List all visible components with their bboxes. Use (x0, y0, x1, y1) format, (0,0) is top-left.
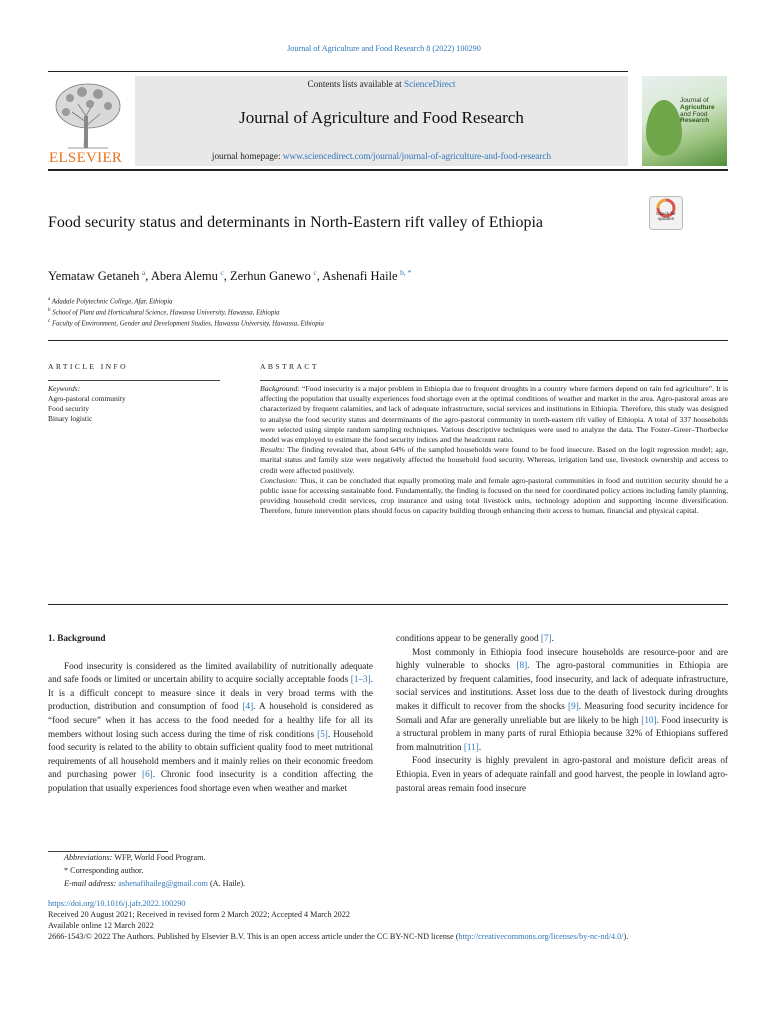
abstract-heading: ABSTRACT (260, 362, 319, 371)
body-text: . Food insecurity is a structural problem in many parts of rural Ethiopia because 32% of Ethiopians suffered from malnutrition (396, 714, 729, 752)
contents-line (135, 79, 628, 89)
sciencedirect-link[interactable]: ScienceDirect (403, 79, 456, 89)
journal-title: Journal of Agriculture and Food Research (239, 108, 524, 127)
header-rule (48, 71, 628, 72)
license-link[interactable]: http://creativecommons.org/licenses/by-nc-nd/4.0/ (458, 932, 624, 941)
author-name: Abera Alemu (150, 269, 218, 284)
body-paragraph (48, 660, 373, 796)
corresponding-author-note: * Corresponding author. (64, 865, 144, 875)
citation-link[interactable]: [7] (540, 633, 552, 643)
citation-link[interactable]: [5] (317, 728, 328, 739)
body-text: Most commonly in Ethiopia food insecure households are resource-poor and are highly vulnerable to shocks (396, 646, 728, 671)
body-text: Food insecurity is considered as the limited availability of nutritionally adequate and safe foods or limited or uncertain ability to acquire socially acceptable foods (48, 660, 373, 685)
keywords-label: Keywords: (48, 384, 81, 393)
email-footnote (48, 878, 245, 891)
received-dates: Received 20 August 2021; Received in revised form 2 March 2022; Accepted 4 March 2022 (48, 910, 350, 919)
affiliation (48, 319, 324, 327)
cover-leaf-image (646, 100, 682, 156)
cover-line: Research (680, 117, 710, 125)
affiliation-text: Faculty of Environment, Gender and Development Studies, Hawassa University, Hawassa, Ethiopia (51, 320, 324, 328)
abstract-divider (48, 604, 728, 605)
abstract-conclusion-label: Conclusion: (260, 475, 298, 485)
citation-link[interactable]: [8] (516, 660, 528, 671)
body-text: . Chronic food insecurity is a condition affecting the population that usually experiences food shortage even when weather and market (48, 769, 373, 793)
affiliation-mark: a (48, 297, 51, 302)
body-text: conditions appear to be generally good (396, 633, 541, 643)
abstract-background: “Food insecurity is a major problem in Ethiopia due to frequent droughts in a country where farmers depend on rain fed agriculture”. It is affecting the population that usually experiences food shortage even at the optimal conditions of weather and market in the area. Agro-pastoral areas are characterized by frequent calamities, and lack of adequate infrastructure, social services and institutions in Ethiopia. Therefore, this study was designed to analyse the food security status and determinants of the agro-pastoral community in north-eastern rift valley of Ethiopia. A total of 337 households were selected using simple random sampling techniques. Various descriptive techniques were used to analyze the data. The Foster–Greer–Thorbecke model was employed to estimate the food security indices and the headcount ratio. (260, 384, 729, 445)
abstract-background-label: Background: (260, 384, 300, 393)
citation-link[interactable]: [4] (242, 701, 254, 712)
affiliation (48, 308, 280, 316)
keyword: Food security (48, 404, 90, 413)
publisher-wordmark: ELSEVIER (49, 150, 123, 166)
author-affiliation-mark[interactable]: b, * (400, 268, 412, 277)
abstract-body (260, 384, 728, 517)
header-divider (48, 169, 728, 171)
article-metadata (48, 898, 728, 942)
affiliation (48, 297, 173, 305)
abstract-results-label: Results: (260, 445, 285, 455)
abbreviations-text: WFP, World Food Program. (114, 853, 206, 862)
license-text: 2666-1543/© 2022 The Authors. Published by Elsevier B.V. This is an open access article under the CC BY-NC-ND license ( (48, 932, 459, 941)
body-column-left (48, 632, 373, 796)
license-notice (48, 931, 728, 942)
article-info-heading: ARTICLE INFO (48, 362, 129, 371)
author-name: Yemataw Getaneh (48, 269, 140, 284)
keywords-block (48, 384, 126, 424)
article-info-rule (48, 380, 220, 381)
homepage-link[interactable]: www.sciencedirect.com/journal/journal-of-agriculture-and-food-research (282, 151, 552, 161)
article-title: Food security status and determinants in North-Eastern rift valley of Ethiopia (48, 214, 543, 231)
abstract-rule (260, 380, 728, 381)
doi-link[interactable]: https://doi.org/10.1016/j.jafr.2022.100290 (48, 899, 186, 908)
journal-reference[interactable]: Journal of Agriculture and Food Research 8 (2022) 100290 (287, 44, 481, 53)
affiliation-mark: c (48, 319, 51, 324)
email-link[interactable]: ashenafihaileg@gmail.com (118, 878, 208, 888)
journal-cover[interactable] (642, 76, 727, 166)
body-text: . It is a difficult concept to measure since it deals in very broad terms with the production, distribution and consumption of food (48, 674, 373, 712)
body-text: . The agro-pastoral communities in Ethiopia are characterized by frequent calamities, food insecurity, and lack of adequate infrastructure, social services and institutions. Asset loss due to the death of livestock during droughts makes it difficult to recover from the shocks (396, 660, 728, 711)
info-divider (48, 340, 728, 341)
check-for-updates-label: Check for updates (656, 211, 676, 221)
keyword: Agro-pastoral community (48, 394, 126, 403)
body-column-right (396, 632, 728, 795)
contents-prefix: Contents lists available at (307, 79, 404, 89)
citation-link[interactable]: [1–3] (350, 674, 371, 685)
citation-link[interactable]: [6] (142, 769, 153, 780)
author-name: Zerhun Ganewo (229, 269, 311, 284)
abstract-results: The finding revealed that, about 64% of the sampled households were found to be food insecure. Based on the logit regression model; age, marital status and family size were negatively affected the household food security. Whereas, irrigation land use, livestock ownership and access to credit were affected positively. (260, 445, 728, 475)
email-suffix: (A. Haile). (209, 878, 246, 888)
cover-line: Agriculture (680, 103, 715, 111)
author-affiliation-mark[interactable]: a (141, 268, 146, 277)
author-list: Yemataw Getaneh $^a$, Abera Alemu $^c$, Zerhun Ganewo $^c$, Ashenafi Haile $^{b, *}$ (48, 268, 412, 284)
license-text: ). (623, 932, 629, 941)
author-name: Ashenafi Haile (322, 269, 398, 284)
body-paragraph: Food insecurity is highly prevalent in agro-pastoral and moisture deficit areas of Ethiopia. Even in years of adequate rainfall and good harvest, the people in lowland agro-pastoral areas remain food insecure (396, 755, 728, 793)
author-affiliation-mark[interactable]: c (220, 268, 224, 277)
citation-link[interactable]: [10] (641, 714, 657, 725)
email-label: E-mail address: (64, 878, 117, 888)
body-text: . A household is considered as “food secure” when it has access to the food needed for a healthy life for all its members without losing such access during the time of risk conditions (48, 701, 373, 739)
body-text: . Household food security is related to the ability to obtain sufficient quality food to meet nutritional requirements of all household members and it mainly relies on their economic freedom and purchasing power (48, 728, 373, 780)
cover-title (680, 98, 715, 125)
abbreviations-label: Abbreviations: (64, 853, 113, 862)
body-text: . Measuring food security incidence for Somali and Afar are generally unreliable but are likely to be high (396, 700, 728, 725)
online-date: Available online 12 March 2022 (48, 921, 154, 930)
abbreviations-footnote (48, 852, 245, 865)
author-affiliation-mark[interactable]: c (313, 268, 317, 277)
body-paragraph: conditions appear to be generally good [7]. (396, 633, 554, 643)
citation-link[interactable]: [11] (463, 741, 479, 752)
homepage-label: journal homepage: (211, 151, 283, 161)
affiliation-mark: b (48, 308, 51, 313)
footnotes (48, 852, 245, 890)
body-paragraph: Most commonly in Ethiopia food insecure households are resource-poor and are highly vulnerable to shocks [8]. The agro-pastoral communities in Ethiopia are characterized by frequent calamities, food insecurity, and lack of adequate infrastructure, social services and institutions. Asset loss due to the death of livestock during droughts makes it difficult to recover from the shocks [9]. Measuring food security incidence for Somali and Afar are generally unreliable but are likely to be high [10]. Food insecurity is a structural problem in many parts of rural Ethiopia because 32% of Ethiopians suffered from malnutrition [11]. (396, 646, 729, 752)
affiliation-text: Adadale Polytechnic College, Afar, Ethiopia (51, 298, 173, 306)
citation-link[interactable]: [9] (568, 700, 579, 711)
homepage-line (135, 151, 628, 161)
abstract-conclusion: Thus, it can be concluded that equally promoting male and female agro-pastoral communities in food and nutrition security should be a public issue for accessing sustainable food. Fundamentally, the finding is focused on the need for coordinated policy actions including family planning, providing household credit services, crop insurance and using total livestock units, technology adoption and supporting income diversification. Therefore, future intervention plans should focus on capacity building through enhancing their access to human, financial and physical capital. (260, 475, 728, 516)
affiliation-text: School of Plant and Horticultural Science, Hawassa University, Hawassa, Ethiopia (52, 309, 280, 317)
cover-line: and Food (680, 110, 708, 118)
section-heading: 1. Background (48, 633, 106, 643)
keyword: Binary logistic (48, 414, 93, 423)
cover-line: Journal of (680, 97, 709, 104)
